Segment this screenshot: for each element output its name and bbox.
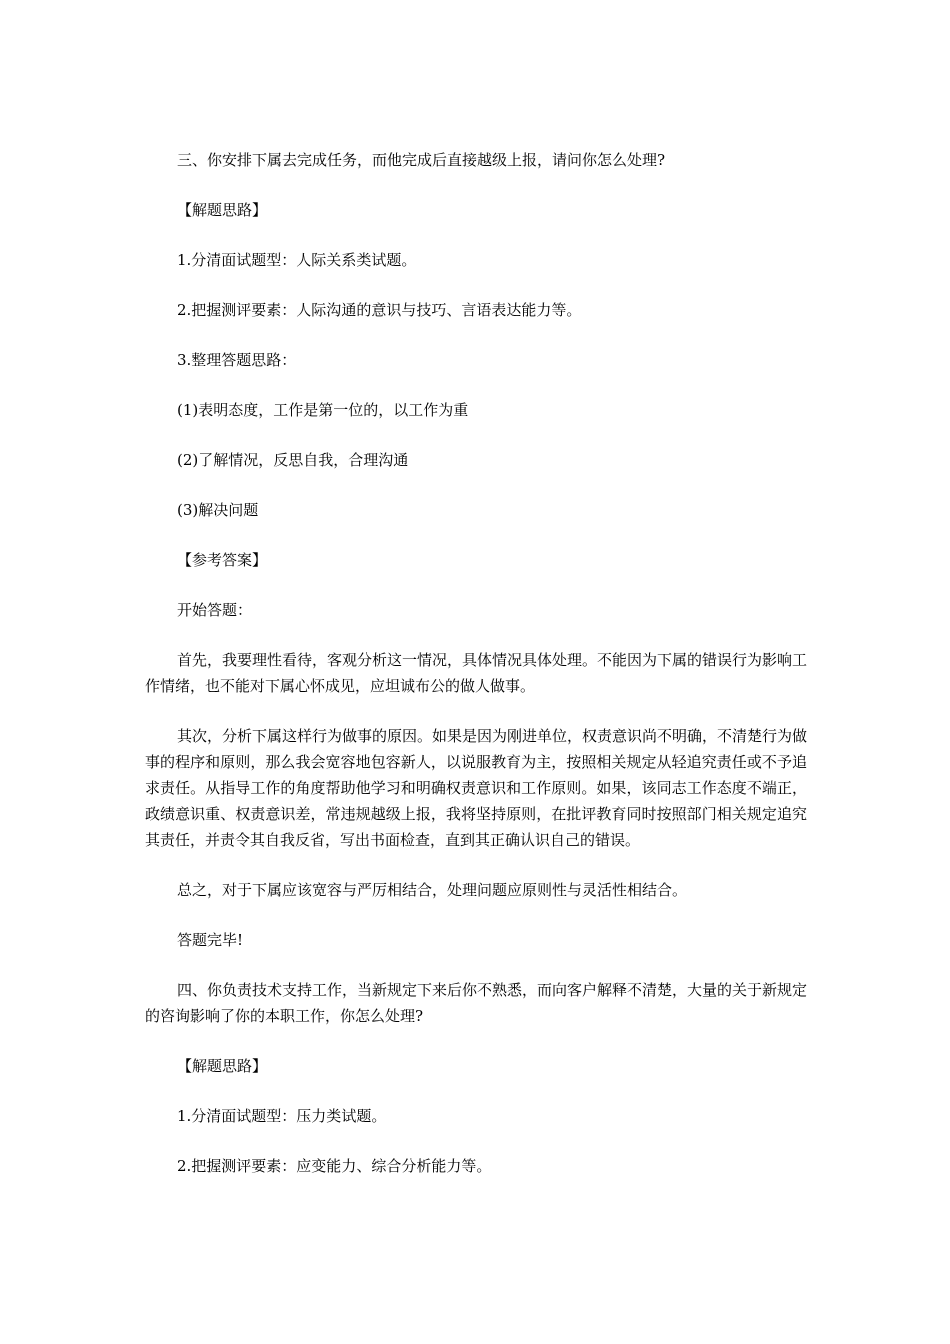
answer-start: 开始答题： (177, 601, 253, 619)
list-item: 1.分清面试题型：人际关系类试题。 (177, 251, 417, 269)
question-three-heading: 三、你安排下属去完成任务，而他完成后直接越级上报，请问你怎么处理? (177, 151, 666, 169)
list-item: (2)了解情况，反思自我，合理沟通 (177, 451, 409, 469)
solution-approach-heading: 【解题思路】 (177, 201, 268, 219)
answer-end: 答题完毕! (177, 931, 244, 949)
answer-paragraph: 总之，对于下属应该宽容与严厉相结合，处理问题应原则性与灵活性相结合。 (177, 881, 688, 899)
list-item: 1.分清面试题型：压力类试题。 (177, 1107, 387, 1125)
question-four-heading: 四、你负责技术支持工作，当新规定下来后你不熟悉，而向客户解释不清楚，大量的关于新规定的咨询影响了你的本职工作，你怎么处理? (145, 981, 808, 1025)
answer-paragraph: 首先，我要理性看待，客观分析这一情况，具体情况具体处理。不能因为下属的错误行为影响工作情绪，也不能对下属心怀成见，应坦诚布公的做人做事。 (145, 651, 808, 695)
list-item: (3)解决问题 (177, 501, 259, 519)
answer-paragraph: 其次，分析下属这样行为做事的原因。如果是因为刚进单位，权责意识尚不明确，不清楚行为做事的程序和原则，那么我会宽容地包容新人，以说服教育为主，按照相关规定从轻追究责任或不予追求责任。从指导工作的角度帮助他学习和明确权责意识和工作原则。如果，该同志工作态度不端正，政绩意识重、权责意识差，常违规越级上报，我将坚持原则，在批评教育同时按照部门相关规定追究其责任，并责令其自我反省，写出书面检查，直到其正确认识自己的错误。 (145, 727, 808, 849)
document-body (145, 147, 807, 1203)
reference-answer-heading: 【参考答案】 (177, 551, 268, 569)
solution-approach-heading: 【解题思路】 (177, 1057, 268, 1075)
list-item: (1)表明态度，工作是第一位的，以工作为重 (177, 401, 469, 419)
list-item: 2.把握测评要素：应变能力、综合分析能力等。 (177, 1157, 492, 1175)
list-item: 3.整理答题思路： (177, 351, 297, 369)
list-item: 2.把握测评要素：人际沟通的意识与技巧、言语表达能力等。 (177, 301, 582, 319)
